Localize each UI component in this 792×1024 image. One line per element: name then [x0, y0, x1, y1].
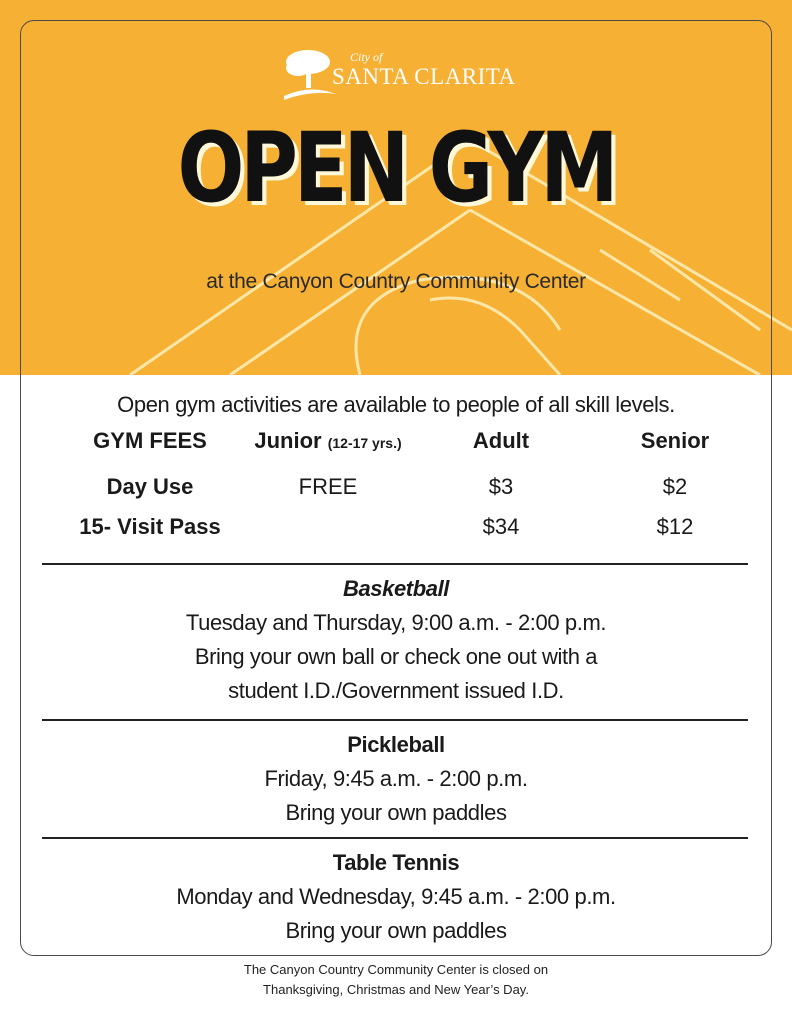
fee-adult-value: $34: [482, 514, 520, 539]
fee-junior-value: FREE: [298, 474, 358, 499]
section-pickleball: [0, 728, 792, 830]
section-title: Pickleball: [347, 732, 445, 757]
footer-line: The Canyon Country Community Center is closed on: [243, 962, 549, 977]
section-line: Bring your own paddles: [285, 918, 507, 943]
divider: [42, 719, 748, 721]
page-subtitle: at the Canyon Country Community Center: [206, 270, 586, 293]
footer-line: Thanksgiving, Christmas and New Year’s Day.: [263, 982, 529, 997]
fee-row-label: Day Use: [106, 474, 194, 499]
fees-row-day-use: [0, 474, 792, 504]
fees-header-label: GYM FEES: [93, 428, 207, 453]
fees-header-row: [0, 428, 792, 458]
fee-senior-value: $12: [656, 514, 694, 539]
section-line: Bring your own paddles: [285, 800, 507, 825]
divider: [42, 563, 748, 565]
fees-header-adult: Adult: [472, 428, 530, 453]
section-line: Friday, 9:45 a.m. - 2:00 p.m.: [264, 766, 528, 791]
fees-row-visit-pass: [0, 514, 792, 544]
intro-text: Open gym activities are available to people of all skill levels.: [117, 392, 675, 417]
city-logo: [280, 44, 520, 104]
footer-note: [0, 960, 792, 1000]
fee-adult-value: $3: [488, 474, 514, 499]
section-table-tennis: [0, 846, 792, 948]
tree-icon: [280, 44, 340, 104]
fee-row-label: 15- Visit Pass: [79, 514, 221, 539]
page-title: OPEN GYM: [177, 112, 615, 224]
logo-city-name: SANTA CLARITA: [332, 64, 516, 89]
section-line: Monday and Wednesday, 9:45 a.m. - 2:00 p.m.: [176, 884, 616, 909]
logo-city-of: City of: [350, 50, 383, 64]
divider: [42, 837, 748, 839]
junior-ages: (12-17 yrs.): [327, 435, 402, 451]
section-title: Basketball: [342, 576, 450, 601]
section-line: Bring your own ball or check one out with a: [194, 644, 598, 669]
section-basketball: [0, 572, 792, 708]
section-title: Table Tennis: [332, 850, 460, 875]
fees-header-senior: Senior: [640, 428, 710, 453]
section-line: Tuesday and Thursday, 9:00 a.m. - 2:00 p.m.: [185, 610, 607, 635]
section-line: student I.D./Government issued I.D.: [228, 678, 564, 703]
junior-label: Junior: [254, 428, 322, 453]
fees-header-junior: [236, 428, 420, 454]
fee-senior-value: $2: [662, 474, 688, 499]
